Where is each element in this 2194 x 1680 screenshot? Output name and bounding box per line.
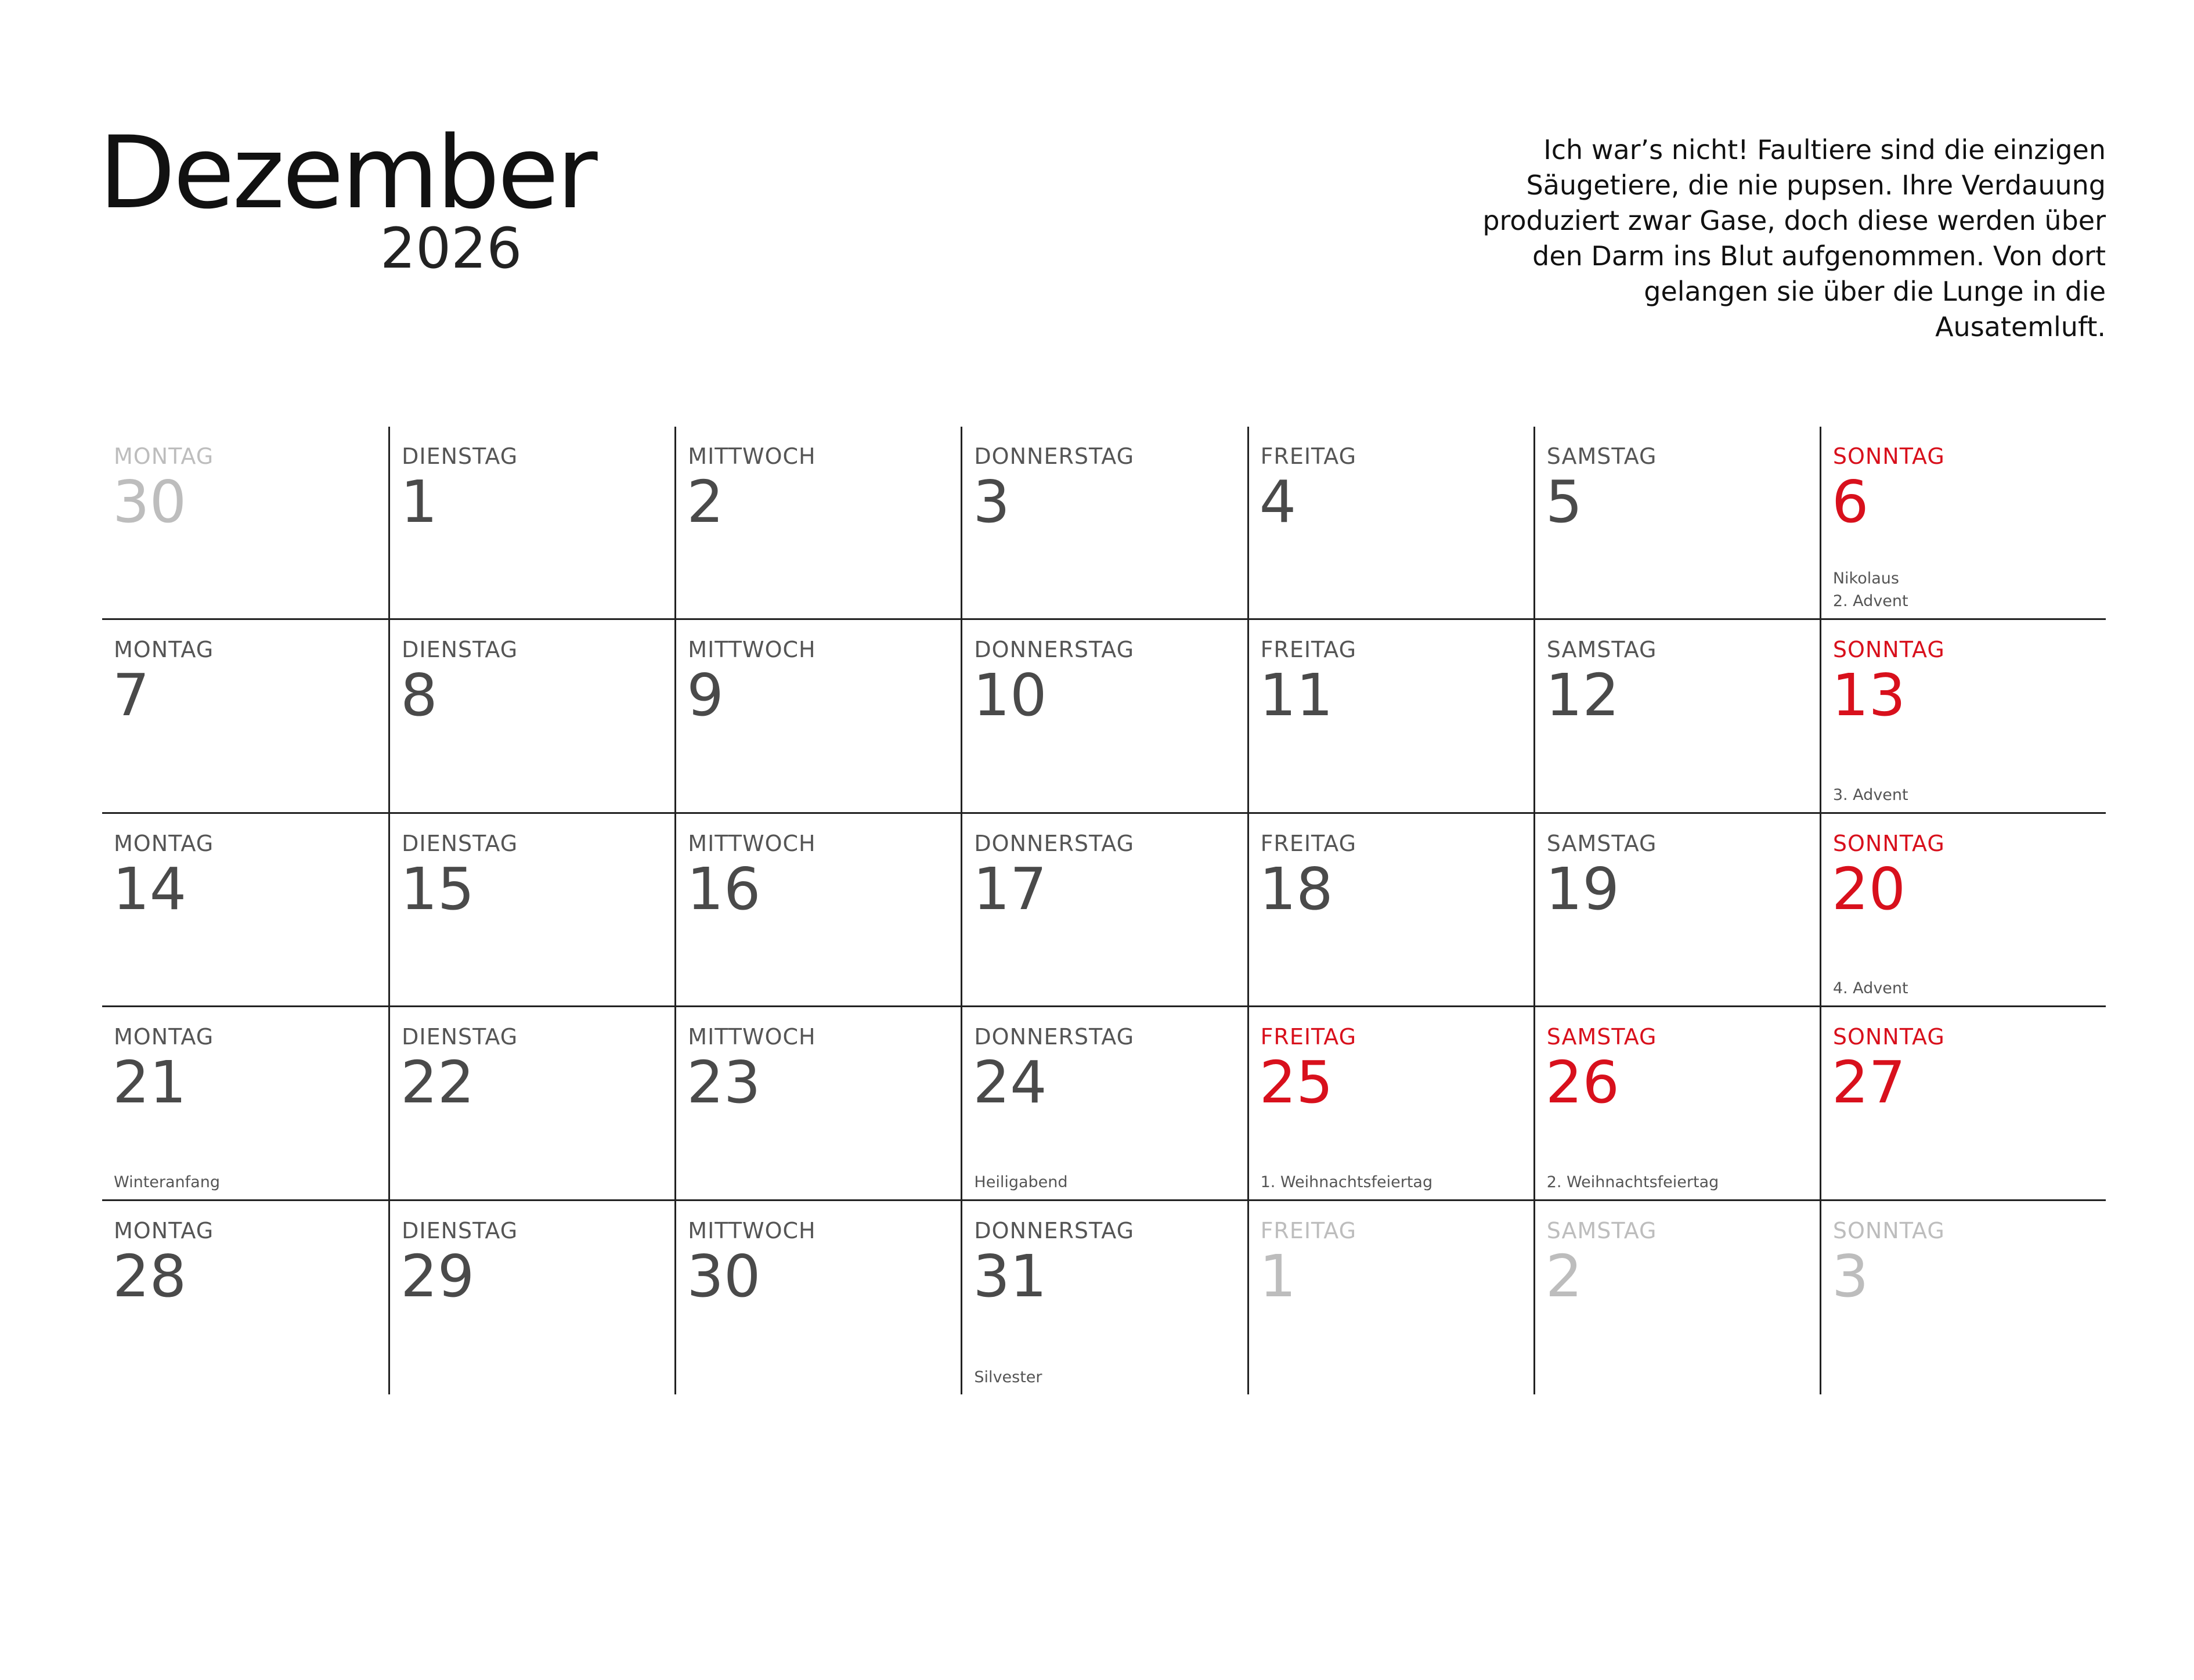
day-number: 24 bbox=[973, 1048, 1047, 1117]
day-cell bbox=[1820, 427, 2106, 620]
weekday-label: DONNERSTAG bbox=[974, 1217, 1135, 1243]
weekday-label: FREITAG bbox=[1260, 637, 1357, 663]
day-number: 1 bbox=[400, 468, 438, 536]
day-number: 5 bbox=[1545, 468, 1583, 536]
day-cell bbox=[961, 1201, 1247, 1394]
weekday-label: MONTAG bbox=[114, 1217, 214, 1243]
day-number: 18 bbox=[1259, 855, 1333, 923]
weekday-label: SAMSTAG bbox=[1546, 637, 1657, 663]
day-number: 30 bbox=[113, 468, 187, 536]
day-number: 29 bbox=[400, 1242, 475, 1310]
weekday-label: DONNERSTAG bbox=[974, 830, 1135, 856]
event-label: Nikolaus bbox=[1832, 569, 1899, 588]
weekday-label: DIENSTAG bbox=[402, 637, 518, 663]
day-number: 17 bbox=[973, 855, 1047, 923]
weekday-label: FREITAG bbox=[1260, 830, 1357, 856]
day-number: 2 bbox=[1545, 1242, 1583, 1310]
day-number: 19 bbox=[1545, 855, 1619, 923]
event-label: Heiligabend bbox=[974, 1173, 1068, 1191]
event-label: 2. Weihnachtsfeiertag bbox=[1546, 1173, 1719, 1191]
weekday-label: DIENSTAG bbox=[402, 830, 518, 856]
weekday-label: DIENSTAG bbox=[402, 1217, 518, 1243]
weekday-label: MITTWOCH bbox=[688, 637, 816, 663]
event-label: 3. Advent bbox=[1832, 785, 1908, 804]
day-number: 8 bbox=[400, 661, 438, 730]
day-cell bbox=[102, 427, 388, 620]
day-cell bbox=[1247, 1201, 1533, 1394]
day-cell bbox=[388, 427, 674, 620]
day-number: 25 bbox=[1259, 1048, 1333, 1117]
weekday-label: MONTAG bbox=[114, 1024, 214, 1050]
day-number: 11 bbox=[1259, 661, 1333, 730]
day-number: 15 bbox=[400, 855, 475, 923]
day-cell bbox=[1533, 1007, 1820, 1200]
day-events bbox=[114, 1171, 220, 1194]
weekday-label: MITTWOCH bbox=[688, 830, 816, 856]
page-title-month: Dezember bbox=[99, 114, 596, 231]
page-title-year: 2026 bbox=[380, 216, 522, 281]
day-number: 2 bbox=[687, 468, 724, 536]
day-cell bbox=[961, 427, 1247, 620]
day-cell bbox=[1820, 620, 2106, 813]
day-cell bbox=[961, 620, 1247, 813]
day-cell bbox=[674, 620, 961, 813]
weekday-label: SAMSTAG bbox=[1546, 1217, 1657, 1243]
day-number: 26 bbox=[1545, 1048, 1619, 1117]
day-cell bbox=[1820, 814, 2106, 1007]
calendar-grid bbox=[102, 427, 2106, 1394]
day-cell bbox=[1247, 620, 1533, 813]
weekday-label: SONNTAG bbox=[1832, 1024, 1945, 1050]
day-cell bbox=[102, 1201, 388, 1394]
day-cell bbox=[961, 1007, 1247, 1200]
day-cell bbox=[102, 620, 388, 813]
day-cell bbox=[388, 620, 674, 813]
day-cell bbox=[388, 1201, 674, 1394]
weekday-label: MONTAG bbox=[114, 830, 214, 856]
weekday-label: DONNERSTAG bbox=[974, 1024, 1135, 1050]
day-number: 13 bbox=[1831, 661, 1906, 730]
day-events bbox=[974, 1366, 1042, 1389]
day-number: 6 bbox=[1831, 468, 1869, 536]
weekday-label: DIENSTAG bbox=[402, 444, 518, 469]
day-number: 22 bbox=[400, 1048, 475, 1117]
day-cell bbox=[1247, 427, 1533, 620]
day-cell bbox=[1533, 620, 1820, 813]
day-number: 1 bbox=[1259, 1242, 1297, 1310]
day-number: 3 bbox=[1831, 1242, 1869, 1310]
weekday-label: FREITAG bbox=[1260, 1024, 1357, 1050]
day-cell bbox=[1533, 427, 1820, 620]
day-number: 16 bbox=[687, 855, 761, 923]
weekday-label: MONTAG bbox=[114, 444, 214, 469]
weekday-label: FREITAG bbox=[1260, 1217, 1357, 1243]
weekday-label: MITTWOCH bbox=[688, 1024, 816, 1050]
event-label: 2. Advent bbox=[1832, 592, 1908, 611]
day-number: 31 bbox=[973, 1242, 1047, 1310]
day-cell bbox=[1247, 814, 1533, 1007]
fun-fact-text: Ich war’s nicht! Faultiere sind die einzigen Säugetiere, die nie pupsen. Ihre Verdauung produziert zwar Gase, doch diese werden über den Darm ins Blut aufgenommen. Von dort gelangen sie über die Lunge in die Ausatemluft. bbox=[1482, 134, 2106, 343]
day-events bbox=[1547, 1171, 1719, 1194]
day-cell bbox=[961, 814, 1247, 1007]
day-number: 7 bbox=[113, 661, 150, 730]
day-events bbox=[1833, 784, 1908, 806]
day-cell bbox=[102, 1007, 388, 1200]
day-cell bbox=[1533, 1201, 1820, 1394]
weekday-label: MONTAG bbox=[114, 637, 214, 663]
weekday-label: SAMSTAG bbox=[1546, 1024, 1657, 1050]
day-number: 30 bbox=[687, 1242, 761, 1310]
event-label: Winteranfang bbox=[114, 1173, 220, 1191]
day-number: 23 bbox=[687, 1048, 761, 1117]
weekday-label: SAMSTAG bbox=[1546, 444, 1657, 469]
weekday-label: MITTWOCH bbox=[688, 1217, 816, 1243]
day-events bbox=[1833, 977, 1908, 1000]
day-cell bbox=[674, 427, 961, 620]
day-number: 4 bbox=[1259, 468, 1297, 536]
event-label: 1. Weihnachtsfeiertag bbox=[1260, 1173, 1433, 1191]
day-cell bbox=[1820, 1007, 2106, 1200]
day-cell bbox=[388, 1007, 674, 1200]
day-number: 10 bbox=[973, 661, 1047, 730]
day-number: 12 bbox=[1545, 661, 1619, 730]
day-events bbox=[974, 1171, 1067, 1194]
day-cell bbox=[1247, 1007, 1533, 1200]
day-number: 9 bbox=[687, 661, 724, 730]
day-cell bbox=[674, 1201, 961, 1394]
weekday-label: MITTWOCH bbox=[688, 444, 816, 469]
day-cell bbox=[674, 1007, 961, 1200]
day-number: 28 bbox=[113, 1242, 187, 1310]
day-number: 14 bbox=[113, 855, 187, 923]
day-events bbox=[1261, 1171, 1433, 1194]
day-number: 20 bbox=[1831, 855, 1906, 923]
day-cell bbox=[102, 814, 388, 1007]
day-number: 27 bbox=[1831, 1048, 1906, 1117]
weekday-label: SONNTAG bbox=[1832, 1217, 1945, 1243]
weekday-label: SONNTAG bbox=[1832, 444, 1945, 469]
day-number: 21 bbox=[113, 1048, 187, 1117]
day-number: 3 bbox=[973, 468, 1011, 536]
weekday-label: DIENSTAG bbox=[402, 1024, 518, 1050]
day-cell bbox=[1533, 814, 1820, 1007]
event-label: Silvester bbox=[974, 1368, 1042, 1386]
weekday-label: SONNTAG bbox=[1832, 637, 1945, 663]
weekday-label: SONNTAG bbox=[1832, 830, 1945, 856]
day-cell bbox=[674, 814, 961, 1007]
day-cell bbox=[1820, 1201, 2106, 1394]
day-events bbox=[1833, 567, 1908, 612]
event-label: 4. Advent bbox=[1832, 979, 1908, 998]
weekday-label: FREITAG bbox=[1260, 444, 1357, 469]
weekday-label: SAMSTAG bbox=[1546, 830, 1657, 856]
weekday-label: DONNERSTAG bbox=[974, 637, 1135, 663]
day-cell bbox=[388, 814, 674, 1007]
weekday-label: DONNERSTAG bbox=[974, 444, 1135, 469]
